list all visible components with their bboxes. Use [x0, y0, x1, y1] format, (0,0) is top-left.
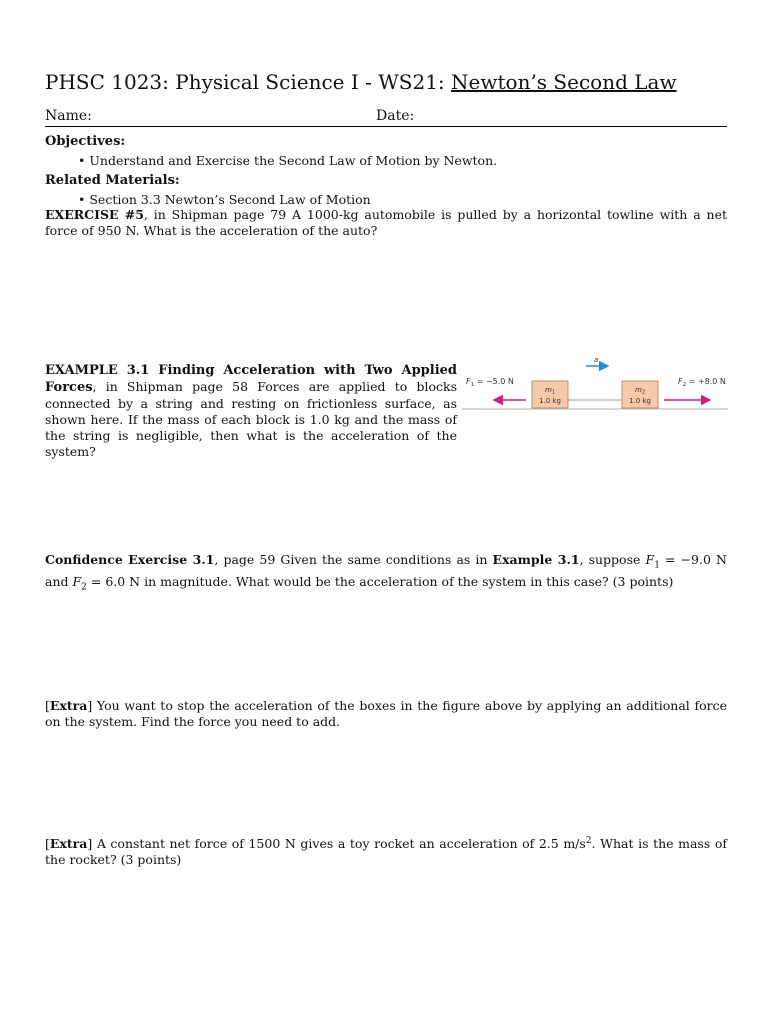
extra-1-label: Extra: [49, 698, 88, 713]
example-3-1-text: , in Shipman page 58 Forces are applied to blocks connected by a string and resting on frictionless surface, as shown here. If the mass of each block is 1.0 kg and the mass of the string is negligible, then what is the acceleration of the system?: [45, 379, 457, 459]
exercise-5: [45, 207, 727, 239]
exercise-5-text: , in Shipman page 79 A 1000-kg automobile is pulled by a horizontal towline with a net force of 950 N. What is the acceleration of the auto?: [45, 207, 728, 238]
extra-question-1: [Extra] You want to stop the acceleration of the boxes in the figure above by applying an additional force on the system. Find the force you need to add.: [45, 698, 727, 729]
block-m1-mass: 1.0 kg: [539, 397, 561, 405]
confidence-ref: Example 3.1: [492, 552, 580, 567]
block-m2-label: $m_2$: [634, 386, 646, 396]
objectives-heading: Objectives:: [45, 134, 126, 149]
name-date-row: [45, 108, 727, 127]
block-m2-mass: 1.0 kg: [629, 397, 651, 405]
objective-item: • Understand and Exercise the Second Law of Motion by Newton.: [78, 153, 498, 168]
title-topic: Newton’s Second Law: [451, 70, 677, 94]
title-prefix: PHSC 1023: Physical Science I - WS21:: [45, 70, 445, 94]
example-3-1: [45, 362, 457, 460]
related-material-item: • Section 3.3 Newton’s Second Law of Motion: [78, 192, 371, 207]
exercise-5-label: EXERCISE #5: [45, 207, 144, 222]
accel-label: a: [594, 356, 599, 364]
f2-label: $F_2 = +8.0$ N: [678, 377, 726, 388]
related-materials-heading: Related Materials:: [45, 173, 180, 188]
f1-label: $F_1 = -5.0$ N: [466, 377, 514, 388]
extra-2-label: Extra: [49, 836, 88, 852]
example-3-1-heading: EXAMPLE 3.1 Finding Acceleration with Two Applied Forces: [45, 363, 457, 395]
page-title: [45, 70, 677, 94]
confidence-label: Confidence Exercise 3.1: [45, 552, 215, 567]
block-m1-label: $m_1$: [544, 386, 556, 396]
extra-question-2: [Extra] A constant net force of 1500 N gives a toy rocket an acceleration of 2.5 $m/s^2$. What is the mass of the rocket? (3 points): [45, 836, 727, 868]
name-label: Name:: [45, 108, 92, 124]
date-label: Date:: [376, 108, 415, 124]
blocks-diagram: [460, 354, 730, 414]
confidence-exercise: Confidence Exercise 3.1, page 59 Given the same conditions as in Example 3.1, suppose $F_1 = -9.0$ N and $F_2 = 6.0$ N in magnitude. What would be the acceleration of the system in this case? (3 points): [45, 552, 727, 592]
